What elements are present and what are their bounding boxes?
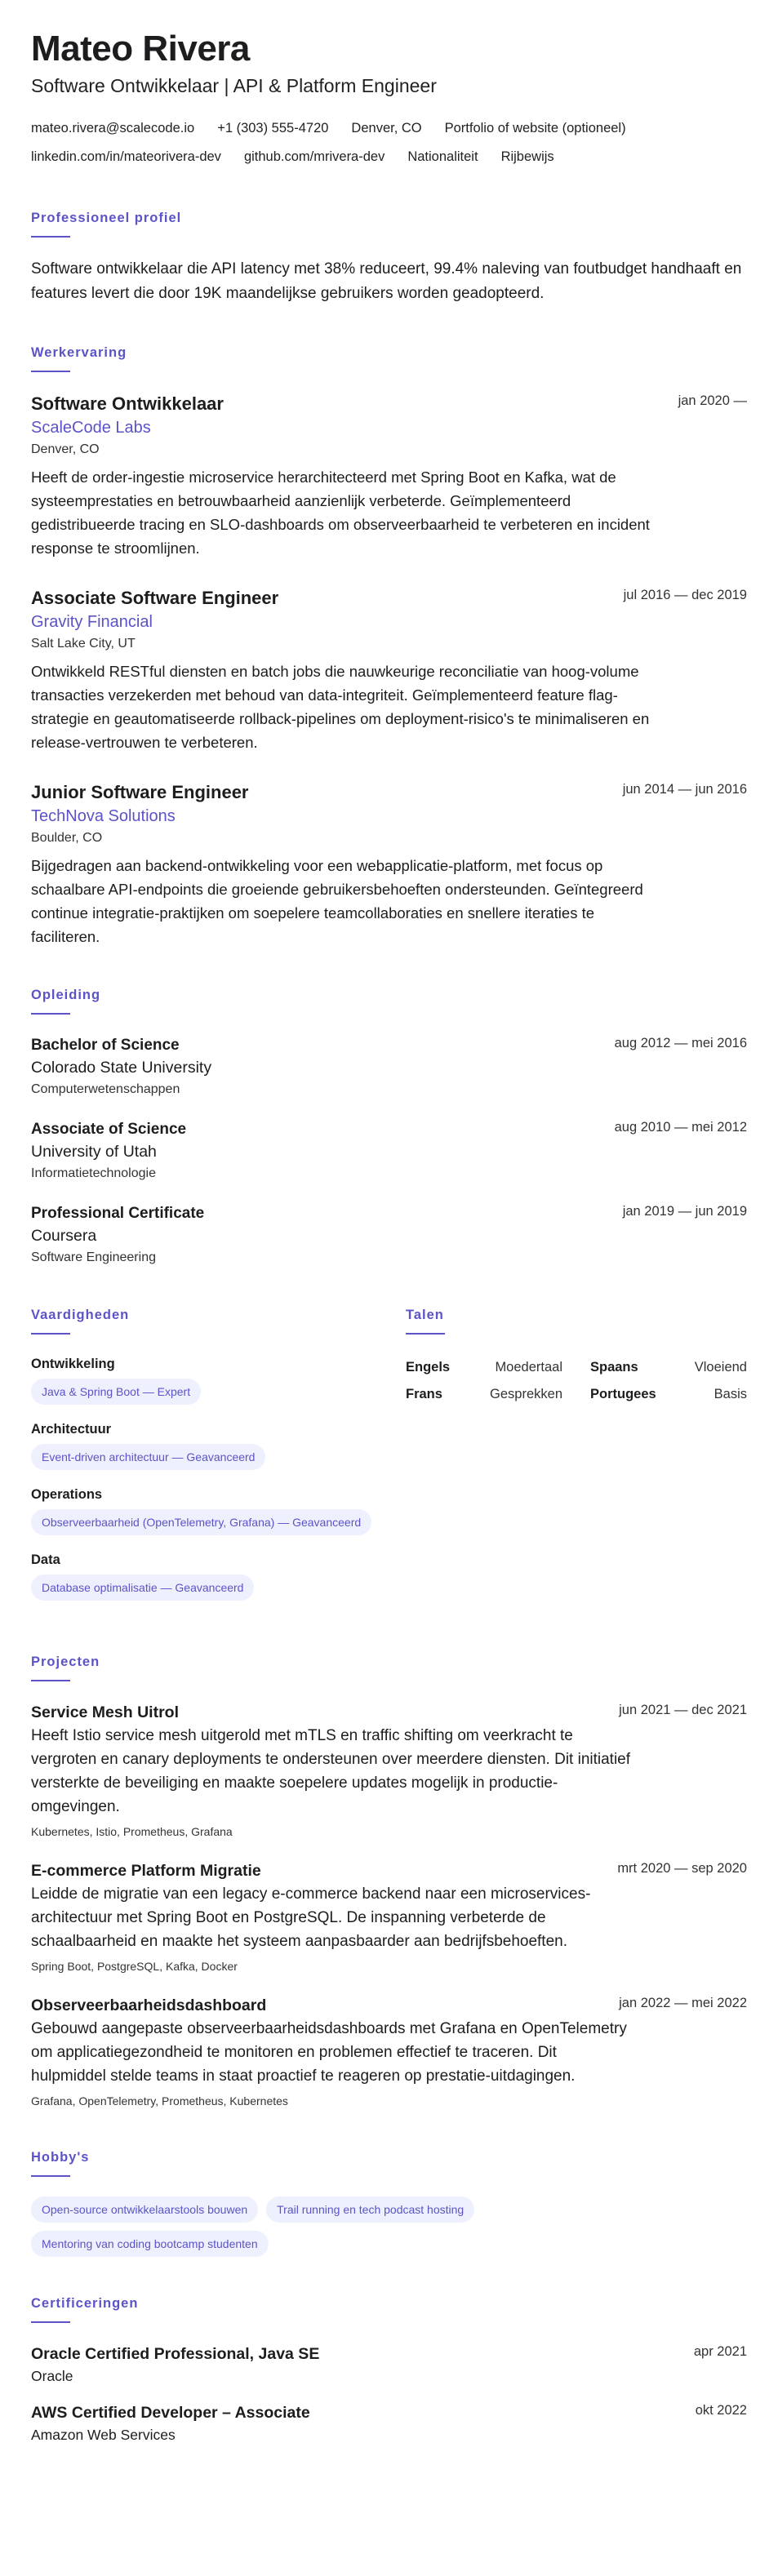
section-title: Vaardigheden (31, 1308, 130, 1322)
project-tech: Grafana, OpenTelemetry, Prometheus, Kubernetes (31, 2094, 288, 2107)
skill-category: Ontwikkeling (31, 1357, 115, 1371)
hobby-pill: Mentoring van coding bootcamp studenten (31, 2231, 269, 2257)
experience-description: Heeft de order-ingestie microservice herarchitecteerd met Spring Boot en Kafka, wat de systeemprestaties en betrouwbaarheid aanzienlijk verbeterde. Geïmplementeerd gedistribueerde tracing en SLO-dashboards om observeerbaarheid te verbeteren en incident response te stroomlijnen. (31, 469, 650, 557)
experience-location: Salt Lake City, UT (31, 637, 136, 651)
skills-section (31, 1306, 390, 1615)
language-item (406, 1381, 562, 1408)
skill-pill: Database optimalisatie — Geavanceerd (31, 1574, 254, 1601)
section-divider (406, 1333, 445, 1335)
skill-pill: Java & Spring Boot — Expert (31, 1379, 201, 1405)
certification-date: apr 2021 (693, 2344, 747, 2359)
experience-item (31, 780, 747, 948)
skill-group (31, 1354, 390, 1405)
experience-section (31, 344, 747, 948)
skill-group (31, 1485, 390, 1535)
candidate-name: Mateo Rivera (31, 29, 250, 69)
certification-item (31, 2401, 747, 2445)
skill-category: Operations (31, 1487, 103, 1502)
experience-date: jun 2014 — jun 2016 (622, 782, 747, 797)
section-title: Projecten (31, 1654, 100, 1669)
skill-category: Data (31, 1552, 60, 1567)
project-date: jun 2021 — dec 2021 (619, 1703, 747, 1717)
education-school: Colorado State University (31, 1059, 212, 1077)
education-school: Coursera (31, 1227, 97, 1245)
section-divider (31, 371, 70, 372)
education-date: jan 2019 — jun 2019 (622, 1204, 747, 1219)
section-title: Talen (406, 1308, 444, 1322)
experience-item (31, 392, 747, 560)
project-item (31, 1701, 747, 1841)
experience-company: ScaleCode Labs (31, 419, 151, 437)
certification-issuer: Amazon Web Services (31, 2427, 176, 2443)
language-level: Basis (714, 1387, 747, 1401)
contact-nationality: Nationaliteit (407, 149, 478, 164)
project-tech: Kubernetes, Istio, Prometheus, Grafana (31, 1825, 233, 1838)
hobby-list (31, 2196, 553, 2257)
education-item (31, 1034, 747, 1100)
skill-group (31, 1550, 390, 1601)
skill-group (31, 1419, 390, 1470)
contact-github[interactable]: github.com/mrivera-dev (243, 149, 385, 164)
profile-section (31, 209, 747, 306)
education-field: Software Engineering (31, 1250, 156, 1264)
language-level: Vloeiend (694, 1360, 747, 1375)
language-name: Frans (406, 1387, 442, 1401)
education-item (31, 1118, 747, 1184)
experience-item (31, 586, 747, 754)
section-title: Hobby's (31, 2150, 90, 2165)
skill-category: Architectuur (31, 1422, 112, 1437)
candidate-headline: Software Ontwikkelaar | API & Platform Engineer (31, 75, 437, 96)
contact-portfolio[interactable]: Portfolio of website (optioneel) (444, 121, 626, 135)
contact-location: Denver, CO (351, 121, 422, 135)
certification-issuer: Oracle (31, 2368, 73, 2384)
language-level: Moedertaal (495, 1360, 562, 1375)
language-grid (406, 1354, 747, 1408)
education-field: Informatietechnologie (31, 1166, 156, 1180)
experience-description: Bijgedragen aan backend-ontwikkeling voor een webapplicatie-platform, met focus op schaalbare API-endpoints die groeiende gebruikersbehoeften ondersteunden. Geïntegreerd continue integratie-praktijken om soepelere teamcollaboraties en snellere iteraties te faciliteren. (31, 857, 643, 945)
language-name: Spaans (590, 1360, 638, 1375)
project-description: Gebouwd aangepaste observeerbaarheidsdashboards met Grafana en OpenTelemetry om applicatiegezondheid te monitoren en problemen effectief te traceren. Dit hulpmiddel stelde teams in staat proactief te reageren op prestatie-uitdagingen. (31, 2020, 627, 2085)
skill-pill: Event-driven architectuur — Geavanceerd (31, 1444, 265, 1470)
certification-name: Oracle Certified Professional, Java SE (31, 2345, 320, 2363)
section-title: Certificeringen (31, 2296, 139, 2311)
contact-phone[interactable]: +1 (303) 555-4720 (217, 121, 329, 135)
skill-pill: Observeerbaarheid (OpenTelemetry, Grafana) — Geavanceerd (31, 1509, 371, 1535)
education-section (31, 986, 747, 1268)
section-divider (31, 1333, 70, 1335)
project-name: Observeerbaarheidsdashboard (31, 1996, 267, 2014)
section-divider (31, 236, 70, 238)
certification-name: AWS Certified Developer – Associate (31, 2404, 310, 2422)
project-date: mrt 2020 — sep 2020 (617, 1861, 747, 1876)
contact-linkedin[interactable]: linkedin.com/in/mateorivera-dev (31, 149, 221, 164)
contact-license: Rijbewijs (500, 149, 554, 164)
language-item (406, 1354, 562, 1381)
project-description: Heeft Istio service mesh uitgerold met mTLS en traffic shifting om veerkracht te vergroten en canary deployments te ondersteunen over meerdere diensten. Dit initiatief versterkte de beveiliging en maakte soepelere updates mogelijk in productie-omgevingen. (31, 1727, 631, 1815)
certifications-section (31, 2294, 747, 2445)
education-degree: Professional Certificate (31, 1205, 205, 1222)
experience-date: jan 2020 — (678, 393, 747, 408)
language-item (590, 1354, 747, 1381)
project-date: jan 2022 — mei 2022 (619, 1996, 747, 2010)
project-item (31, 1859, 747, 1976)
hobby-pill: Trail running en tech podcast hosting (266, 2196, 474, 2223)
experience-role: Associate Software Engineer (31, 588, 279, 608)
languages-section (406, 1306, 747, 1615)
contact-list (31, 114, 747, 171)
experience-date: jul 2016 — dec 2019 (623, 588, 747, 602)
education-date: aug 2010 — mei 2012 (614, 1120, 747, 1135)
project-name: E-commerce Platform Migratie (31, 1862, 261, 1880)
section-title: Opleiding (31, 988, 101, 1002)
section-divider (31, 2321, 70, 2323)
section-divider (31, 2175, 70, 2177)
section-title: Professioneel profiel (31, 211, 182, 225)
section-divider (31, 1680, 70, 1681)
education-field: Computerwetenschappen (31, 1082, 180, 1096)
projects-section (31, 1653, 747, 2111)
experience-location: Denver, CO (31, 442, 100, 456)
hobbies-section (31, 2148, 747, 2257)
education-date: aug 2012 — mei 2016 (614, 1036, 747, 1050)
experience-location: Boulder, CO (31, 831, 103, 845)
experience-company: TechNova Solutions (31, 807, 176, 825)
education-degree: Bachelor of Science (31, 1037, 180, 1054)
education-item (31, 1202, 747, 1268)
contact-email[interactable]: mateo.rivera@scalecode.io (31, 121, 195, 135)
hobby-pill: Open-source ontwikkelaarstools bouwen (31, 2196, 258, 2223)
language-name: Engels (406, 1360, 451, 1375)
profile-summary: Software ontwikkelaar die API latency met 38% reduceert, 99.4% naleving van foutbudget handhaaft en features levert die door 19K maandelijkse gebruikers worden geadopteerd. (31, 260, 742, 302)
education-degree: Associate of Science (31, 1121, 187, 1138)
language-name: Portugees (590, 1387, 656, 1401)
project-tech: Spring Boot, PostgreSQL, Kafka, Docker (31, 1960, 238, 1973)
certification-item (31, 2343, 747, 2387)
experience-role: Software Ontwikkelaar (31, 393, 224, 414)
education-school: University of Utah (31, 1143, 157, 1161)
language-item (590, 1381, 747, 1408)
experience-company: Gravity Financial (31, 613, 153, 631)
certification-date: okt 2022 (695, 2403, 747, 2418)
project-description: Leidde de migratie van een legacy e-commerce backend naar een microservices-architectuur met Spring Boot en PostgreSQL. De inspanning verbeterde de schaalbaarheid en maakte het systeem aanpasbaarder aan bedrijfsbehoeften. (31, 1885, 591, 1950)
section-title: Werkervaring (31, 345, 127, 360)
experience-description: Ontwikkeld RESTful diensten en batch jobs die nauwkeurige reconciliatie van hoog-volume transacties verzekerden met behoud van data-integriteit. Geïmplementeerd feature flag-strategie en geautomatiseerde rollback-pipelines om deployment-risico's te minimaliseren en release-vertrouwen te verbeteren. (31, 663, 650, 751)
project-name: Service Mesh Uitrol (31, 1703, 179, 1721)
section-divider (31, 1013, 70, 1015)
project-item (31, 1994, 747, 2111)
language-level: Gesprekken (490, 1387, 562, 1401)
experience-role: Junior Software Engineer (31, 782, 249, 802)
skills-languages-row (31, 1306, 747, 1615)
